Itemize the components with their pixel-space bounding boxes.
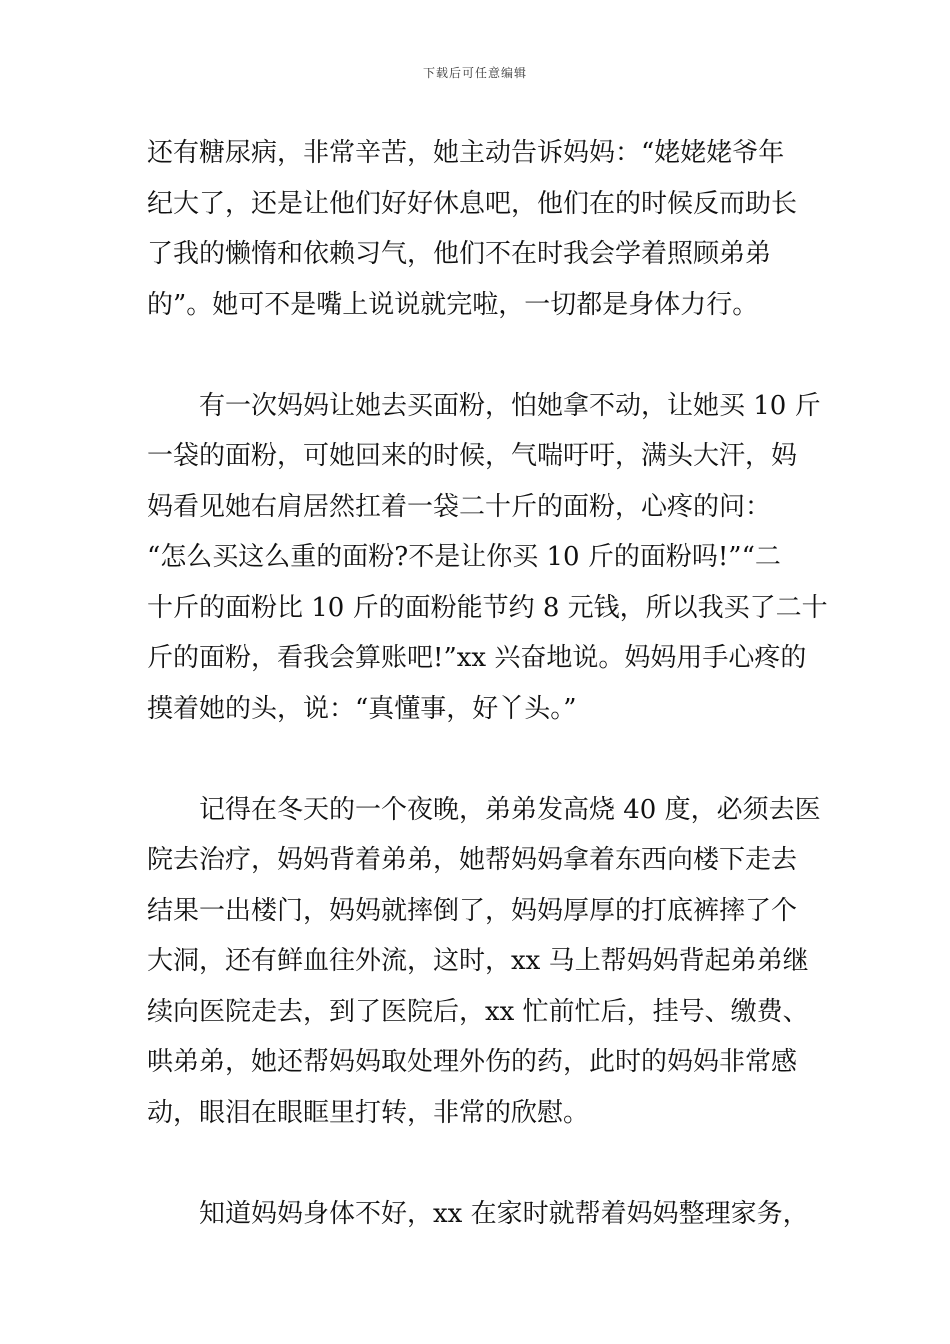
text-line: 大洞，还有鲜血往外流，这时，xx 马上帮妈妈背起弟弟继 xyxy=(147,946,809,976)
text-line: 续向医院走去，到了医院后，xx 忙前忙后，挂号、缴费、 xyxy=(147,996,809,1027)
text-line: 院去治疗，妈妈背着弟弟，她帮妈妈拿着东西向楼下走去 xyxy=(147,845,798,875)
text-line: 知道妈妈身体不好，xx 在家时就帮着妈妈整理家务， xyxy=(199,1198,809,1229)
text-line: 记得在冬天的一个夜晚，弟弟发高烧 40 度，必须去医 xyxy=(199,794,821,825)
text-line: 十斤的面粉比 10 斤的面粉能节约 8 元钱，所以我买了二十 xyxy=(147,592,828,623)
text-line: 妈看见她右肩居然扛着一袋二十斤的面粉，心疼的问： xyxy=(147,491,772,522)
text-line: 动，眼泪在眼眶里打转，非常的欣慰。 xyxy=(147,1097,590,1128)
paragraph-2 xyxy=(147,381,828,735)
paragraph-1 xyxy=(147,128,807,330)
paragraph-4 xyxy=(147,1189,807,1240)
paragraph-spacer xyxy=(147,330,807,381)
text-line: 的”。她可不是嘴上说说就完啦，一切都是身体力行。 xyxy=(147,289,759,320)
paragraph-3 xyxy=(147,785,821,1139)
text-line: 摸着她的头，说：“真懂事，好丫头。” xyxy=(147,693,577,724)
text-line: 斤的面粉，看我会算账吧!”xx 兴奋地说。妈妈用手心疼的 xyxy=(147,643,807,673)
document-body xyxy=(147,128,828,1239)
paragraph-spacer xyxy=(147,734,807,785)
text-line: 还有糖尿病，非常辛苦，她主动告诉妈妈：“姥姥姥爷年 xyxy=(147,138,785,168)
text-line: “怎么买这么重的面粉?不是让你买 10 斤的面粉吗!”“二 xyxy=(147,542,781,572)
paragraph-spacer xyxy=(147,1138,807,1189)
text-line: 纪大了，还是让他们好好休息吧，他们在的时候反而助长 xyxy=(147,188,798,219)
text-line: 哄弟弟，她还帮妈妈取处理外伤的药，此时的妈妈非常感 xyxy=(147,1047,798,1077)
text-line: 结果一出楼门，妈妈就摔倒了，妈妈厚厚的打底裤摔了个 xyxy=(147,895,798,926)
page-header: 下载后可任意编辑 xyxy=(422,66,527,80)
text-line: 了我的懒惰和依赖习气，他们不在时我会学着照顾弟弟 xyxy=(147,239,772,269)
text-line: 一袋的面粉，可她回来的时候，气喘吁吁，满头大汗，妈 xyxy=(147,441,798,471)
text-line: 有一次妈妈让她去买面粉，怕她拿不动，让她买 10 斤 xyxy=(199,390,821,421)
